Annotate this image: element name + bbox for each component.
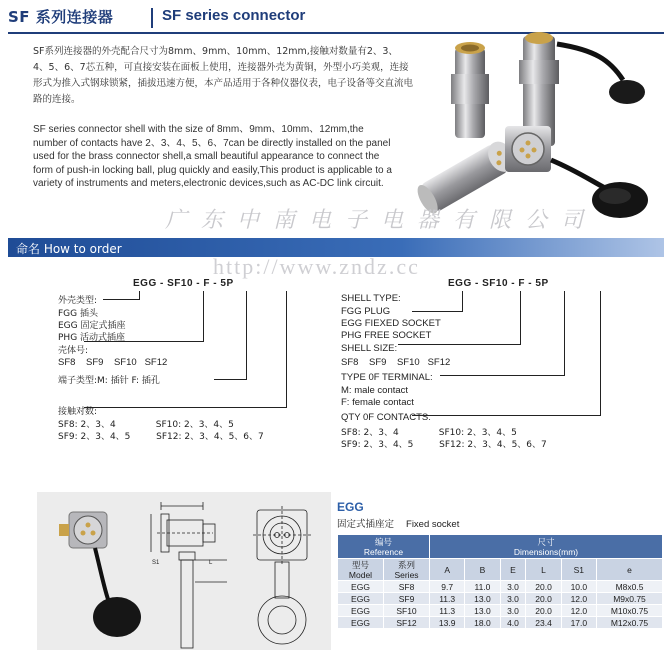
leader-line — [103, 299, 140, 300]
leader-line — [286, 291, 287, 407]
connector-product-photo — [405, 30, 663, 230]
right-terminal-m: M: male contact — [341, 385, 409, 396]
intro-text-cn: SF系列连接器的外壳配合尺寸为8mm、9mm、10mm、12mm,接触对数量有2、3、4、5、6、7芯五种，可直接安装在面板上使用，连接器外壳为黄铜，外型小巧美观，连接形式为推入式钢球锁紧，插拔迅速方便，本产品适用于各种仪器仪表，电子设备等交直流电路的连接。 — [33, 46, 414, 105]
cell: 17.0 — [561, 617, 596, 629]
cell: 13.0 — [465, 593, 500, 605]
page-header — [8, 6, 664, 32]
dim-header-cn: 尺寸 — [537, 536, 555, 547]
leader-line — [139, 291, 140, 299]
table-row — [338, 617, 663, 629]
egg-title: EGG — [337, 500, 364, 514]
url-watermark: http://www.zndz.cc — [213, 254, 420, 279]
right-shell-type-2: EGG FIEXED SOCKET — [341, 318, 441, 329]
left-shell-type-2: EGG 固定式插座 — [58, 321, 126, 331]
left-terminal-type: 端子类型:M: 插针 F: 插孔 — [58, 376, 160, 386]
col-b: B — [465, 559, 500, 581]
left-shell-type-1: FGG 插头 — [58, 309, 98, 319]
egg-dimension-table — [337, 534, 663, 629]
leader-line — [462, 291, 463, 311]
cell: SF8 — [384, 581, 430, 593]
col-series-en: Series — [394, 569, 419, 580]
cell: 20.0 — [526, 593, 561, 605]
cell: EGG — [338, 581, 384, 593]
ref-header — [338, 535, 430, 559]
leader-line — [520, 291, 521, 344]
cell: 13.0 — [465, 605, 500, 617]
how-to-order-label: 命名 How to order — [16, 242, 122, 256]
cell: 13.9 — [430, 617, 465, 629]
leader-line — [203, 291, 204, 341]
cell: 23.4 — [526, 617, 561, 629]
left-shell-sizes: SF8 SF9 SF10 SF12 — [58, 357, 168, 368]
leader-line — [84, 407, 287, 408]
cell: 11.3 — [430, 605, 465, 617]
cell: M8x0.5 — [597, 581, 663, 593]
right-contacts-title: QTY 0F CONTACTS: — [341, 412, 431, 423]
egg-subtitle — [337, 516, 459, 530]
left-contacts-row-2: SF9: 2、3、4、5 SF12: 2、3、4、5、6、7 — [58, 432, 264, 442]
cell: 20.0 — [526, 581, 561, 593]
leader-line — [246, 291, 247, 379]
cell: SF12 — [384, 617, 430, 629]
cell: 11.3 — [430, 593, 465, 605]
company-watermark: 广东中南电子电器有限公司 — [165, 208, 598, 233]
cell: EGG — [338, 617, 384, 629]
table-row — [338, 593, 663, 605]
page-title-cn: SF 系列连接器 — [8, 8, 114, 26]
cell: 4.0 — [500, 617, 526, 629]
col-model-en: Model — [348, 569, 373, 580]
col-e: E — [500, 559, 526, 581]
cell: 11.0 — [465, 581, 500, 593]
left-contacts-row-1: SF8: 2、3、4 SF10: 2、3、4、5 — [58, 420, 234, 430]
egg-technical-drawing — [37, 492, 331, 650]
cell: 20.0 — [526, 605, 561, 617]
leader-line — [440, 375, 565, 376]
page-title-en: SF series connector — [162, 7, 306, 24]
col-thread: e — [597, 559, 663, 581]
right-shell-sizes: SF8 SF9 SF10 SF12 — [341, 357, 451, 368]
left-shell-type-title: 外壳类型: — [58, 296, 98, 306]
right-shell-size-title: SHELL SIZE: — [341, 343, 398, 354]
cell: 10.0 — [561, 581, 596, 593]
cell: 3.0 — [500, 593, 526, 605]
col-model — [338, 559, 384, 581]
order-code-right: EGG - SF10 - F - 5P — [448, 278, 549, 289]
col-l: L — [526, 559, 561, 581]
drawing-label-s1: S1 — [152, 560, 160, 566]
cell: 12.0 — [561, 593, 596, 605]
cell: EGG — [338, 605, 384, 617]
drawing-label-l: L — [209, 560, 213, 566]
header-separator — [151, 8, 153, 28]
right-terminal-f: F: female contact — [341, 397, 414, 408]
egg-subtitle-cn: 固定式插座定 — [337, 519, 395, 530]
col-series — [384, 559, 430, 581]
dim-header-en: Dimensions(mm) — [513, 546, 579, 557]
cell: 18.0 — [465, 617, 500, 629]
cell: M10x0.75 — [597, 605, 663, 617]
cell: M9x0.75 — [597, 593, 663, 605]
order-code-left: EGG - SF10 - F - 5P — [133, 278, 234, 289]
leader-line — [214, 379, 247, 380]
leader-line — [398, 344, 521, 345]
cell: EGG — [338, 593, 384, 605]
left-shell-size-title: 壳体号: — [58, 346, 89, 356]
leader-line — [412, 311, 463, 312]
egg-subtitle-en: Fixed socket — [406, 519, 460, 530]
col-series-cn: 系列 — [397, 559, 415, 570]
right-contacts-row-1: SF8: 2、3、4 SF10: 2、3、4、5 — [341, 428, 517, 438]
ref-header-en: Reference — [363, 546, 404, 557]
cell: 12.0 — [561, 605, 596, 617]
right-shell-type-1: FGG PLUG — [341, 306, 391, 317]
col-a: A — [430, 559, 465, 581]
right-shell-type-3: PHG FREE SOCKET — [341, 330, 432, 341]
right-terminal-title: TYPE 0F TERMINAL: — [341, 372, 433, 383]
left-shell-type-3: PHG 活动式插座 — [58, 333, 126, 343]
leader-line — [564, 291, 565, 375]
right-contacts-row-2: SF9: 2、3、4、5 SF12: 2、3、4、5、6、7 — [341, 440, 547, 450]
dim-header — [430, 535, 663, 559]
table-row — [338, 581, 663, 593]
cell: 3.0 — [500, 605, 526, 617]
cell: SF9 — [384, 593, 430, 605]
right-shell-type-title: SHELL TYPE: — [341, 293, 401, 304]
leader-line — [600, 291, 601, 415]
cell: 3.0 — [500, 581, 526, 593]
col-model-cn: 型号 — [351, 559, 369, 570]
intro-text-en: SF series connector shell with the size of 8mm、9mm、10mm、12mm,the number of contacts have 2、3、4、5、6、7can be directly installed on the panel used for the brass connector shell,a small beautiful appearance to connect the form of push-in locking ball, plug quickly and easily,This product is applicable to a variety of instruments and meters,electronic devices,such as AC-DC link circuit. — [33, 124, 392, 190]
table-row — [338, 605, 663, 617]
cell: SF10 — [384, 605, 430, 617]
leader-line — [412, 415, 601, 416]
left-contacts-title: 接触对数: — [58, 407, 98, 417]
ref-header-cn: 编号 — [374, 536, 392, 547]
cell: 9.7 — [430, 581, 465, 593]
col-s1: S1 — [561, 559, 596, 581]
cell: M12x0.75 — [597, 617, 663, 629]
